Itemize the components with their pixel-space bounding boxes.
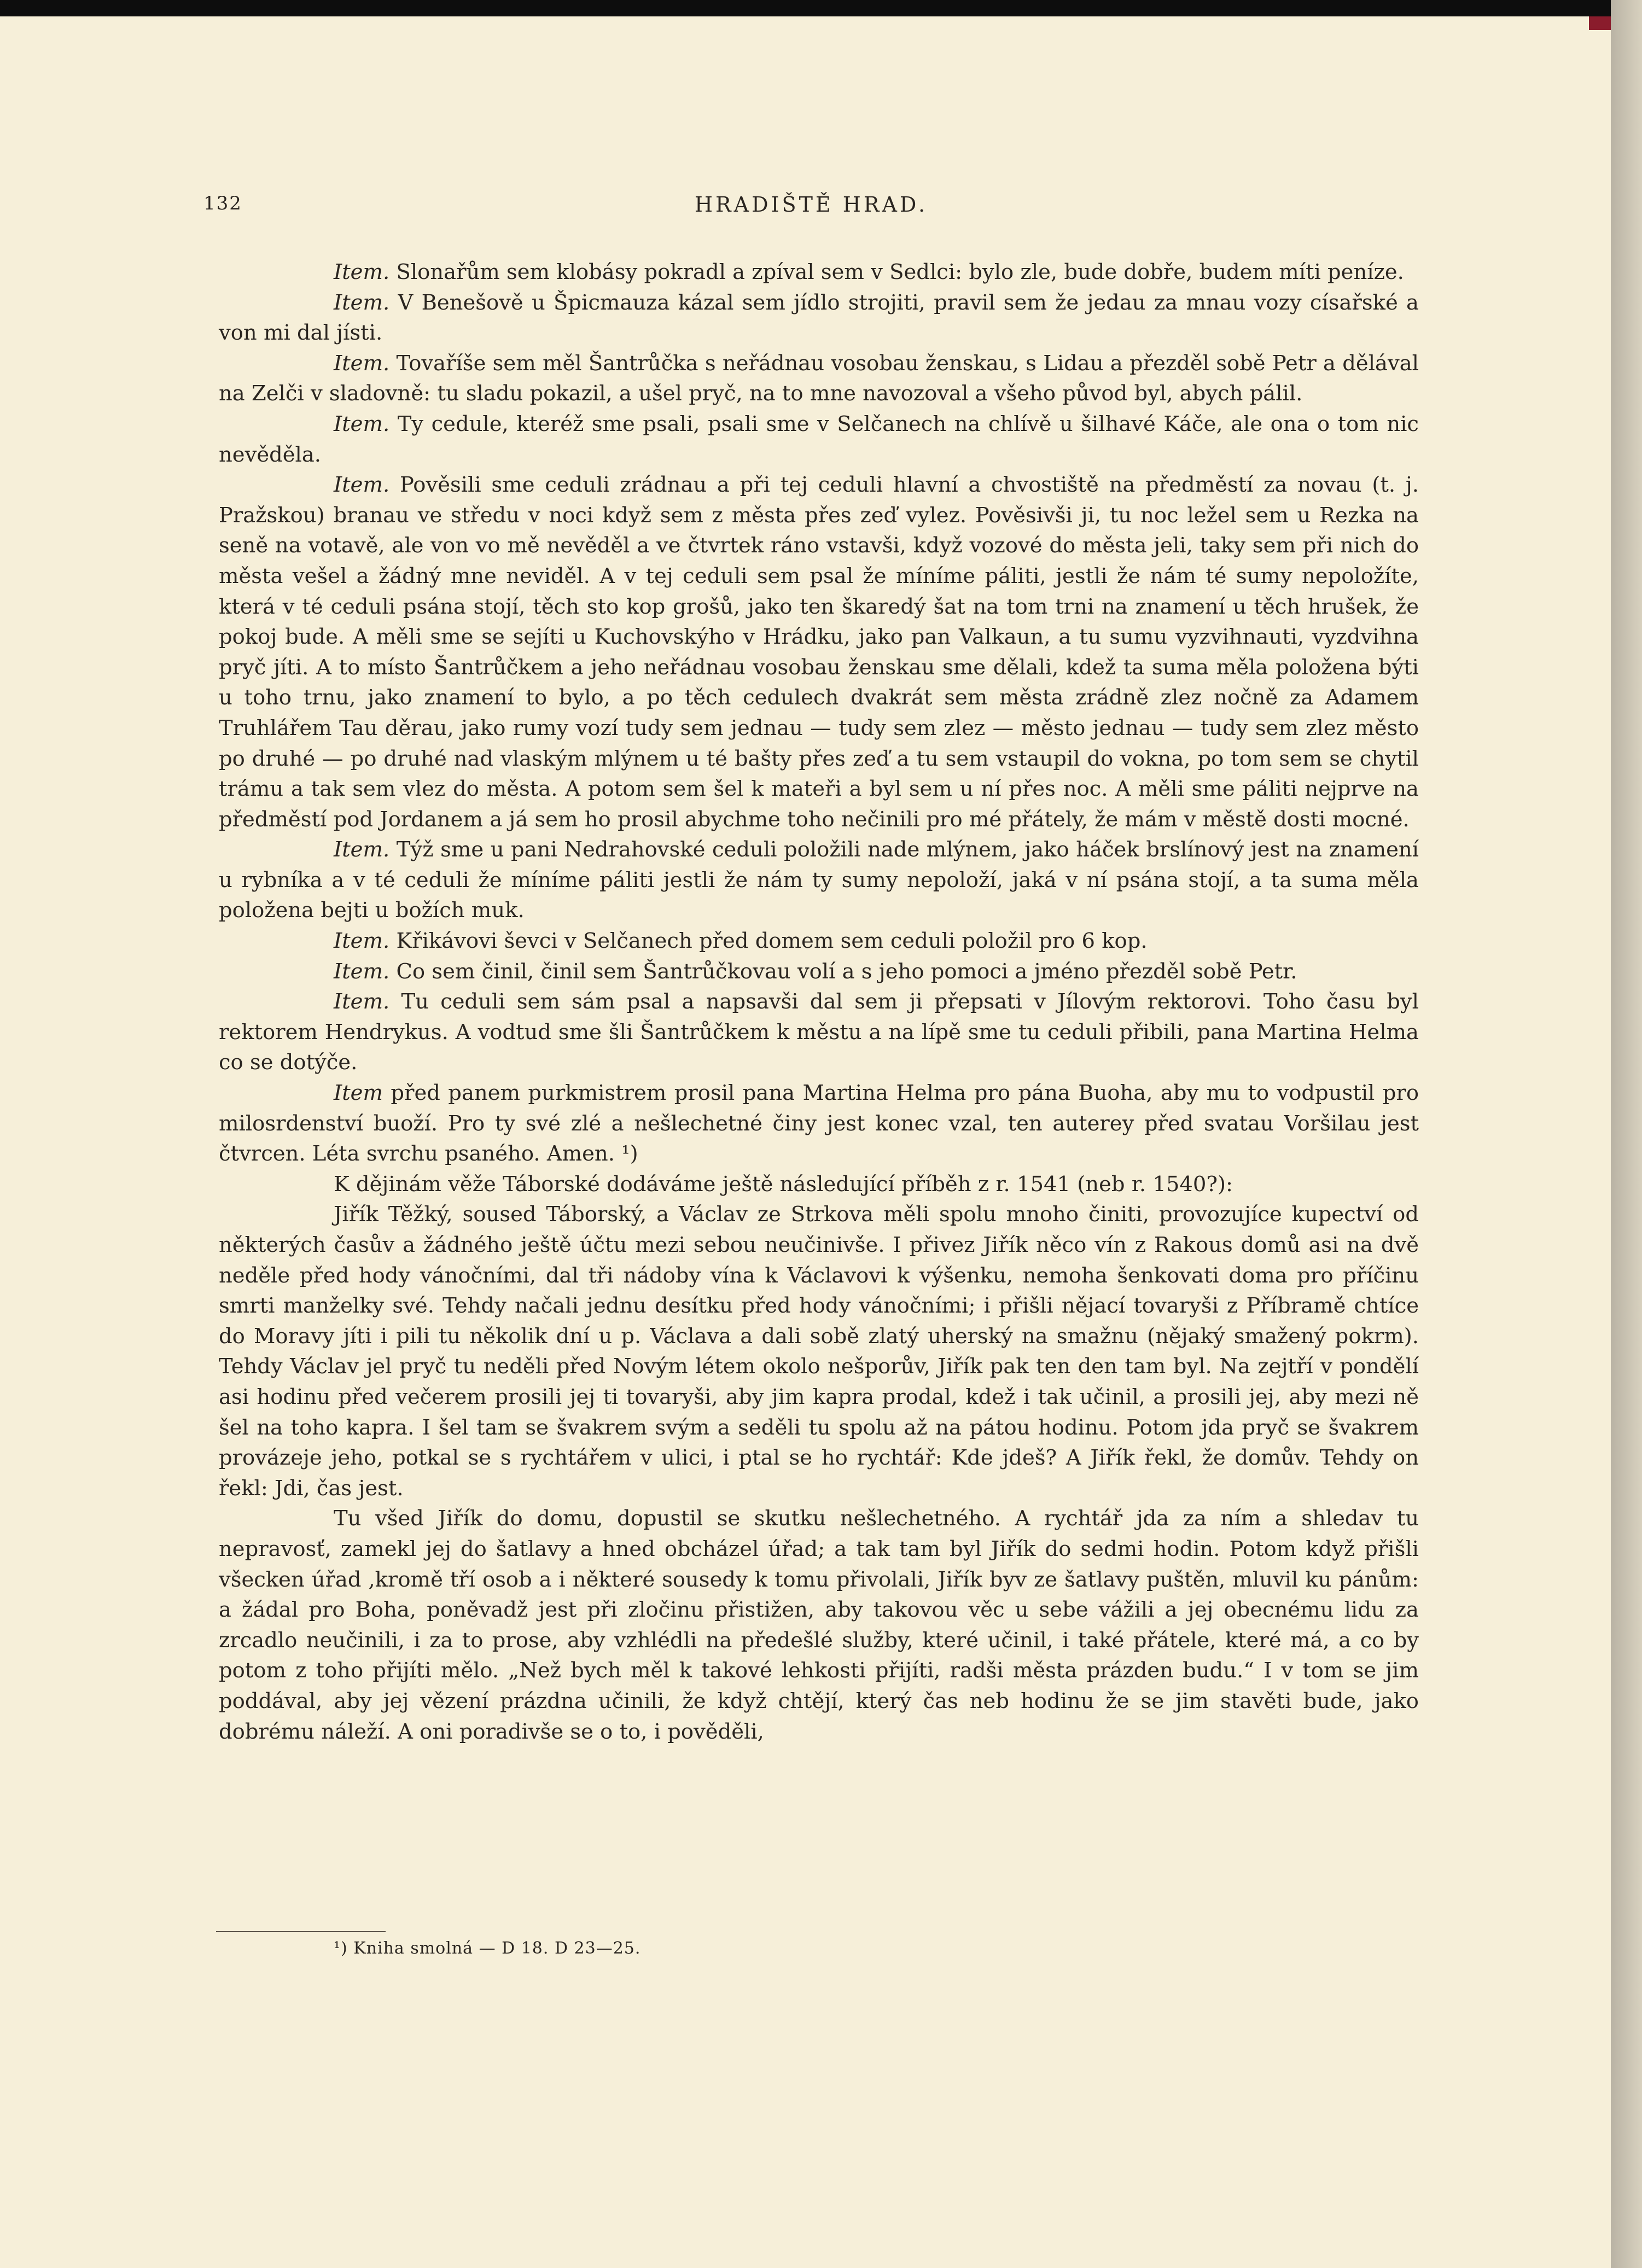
paragraph-text: Týž sme u pani Nedrahovské ceduli položili nade mlýnem, jako háček brslínový jest na znamení u rybníka a v té ceduli že míníme páliti jestli že nám ty sumy nepoloží, jaká v ní psána stojí, a ta suma měla položena bejti u božích muk. xyxy=(219,837,1419,923)
item-label: Item. xyxy=(334,260,390,284)
item-label: Item. xyxy=(334,929,390,954)
paragraph-text: Slonařům sem klobásy pokradl a zpíval sem v Sedlci: bylo zle, bude dobře, budem míti peníze. xyxy=(389,260,1404,284)
paragraph-text: Křikávovi ševci v Selčanech před domem sem ceduli položil pro 6 kop. xyxy=(389,929,1148,954)
page-header xyxy=(203,193,1419,231)
paragraph xyxy=(219,470,1419,835)
paragraph-text: Ty cedule, kteréž sme psali, psali sme v Selčanech na chlívě u šilhavé Káče, ale ona o tom nic nevěděla. xyxy=(219,411,1419,467)
item-label: Item. xyxy=(334,473,390,498)
paragraph-text: Tu ceduli sem sám psal a napsavši dal sem ji přepsati v Jílovým rektorovi. Toho času byl rektorem Hendrykus. A vodtud sme šli Šantrůčkem k městu a na lípě sme tu ceduli přibili, pana Martina Helma co se dotýče. xyxy=(219,989,1419,1075)
footnote: ¹) Kniha smolná — D 18. D 23—25. xyxy=(334,1939,641,1958)
paragraph xyxy=(219,1199,1419,1503)
paragraph-text: Co sem činil, činil sem Šantrůčkovau volí a s jeho pomoci a jméno přezděl sobě Petr. xyxy=(389,959,1297,984)
paragraph xyxy=(219,1503,1419,1747)
paragraph-text: Jiřík Těžký, soused Táborský, a Václav ze Strkova měli spolu mnoho činiti, provozujíce kupectví od některých časův a žádného ještě účtu mezi sebou neučinivše. I přivez Jiřík něco vín z Rakous domů asi na dvě neděle před hody vánočními, dal tři nádoby vína k Václavovi k výšenku, nemoha šenkovati doma pro příčinu smrti manželky své. Tehdy načali jednu desítku před hody vánočními; i přišli nějací tovaryši z Příbramě chtíce do Moravy jíti i pili tu několik dní u p. Václava a dali sobě zlatý uherský na smažnu (nějaký smažený pokrm). Tehdy Václav jel pryč tu neděli před Novým létem okolo nešporův, Jiřík pak ten den tam byl. Na zejtří v pondělí asi hodinu před večerem prosili jej ti tovaryši, aby jim kapra prodal, kdež i tak učinil, a prosili jej, aby mezi ně šel na toho kapra. I šel tam se švakrem svým a seděli tu spolu až na pátou hodinu. Potom jda pryč se švakrem provázeje jeho, potkal se s rychtářem v ulici, i ptal se ho rychtář: Kde jdeš? A Jiřík řekl, že domův. Tehdy on řekl: Jdi, čas jest. xyxy=(219,1202,1419,1501)
paragraph-text: V Benešově u Špicmauza kázal sem jídlo strojiti, pravil sem že jedau za mnau vozy císařské a von mi dal jísti. xyxy=(219,290,1419,346)
item-label: Item. xyxy=(334,959,390,984)
item-label: Item xyxy=(334,1081,383,1106)
item-label: Item. xyxy=(334,989,390,1015)
paragraph xyxy=(219,987,1419,1078)
body-text xyxy=(219,257,1419,1747)
paragraph xyxy=(219,348,1419,409)
paragraph xyxy=(219,1169,1419,1200)
paragraph-text: Tu všed Jiřík do domu, dopustil se skutku nešlechetného. A rychtář jda za ním a shledav tu nepravosť, zamekl jej do šatlavy a hned obcházel úřad; a tak tam byl Jiřík do sedmi hodin. Potom když přišli všecken úřad ,kromě tří osob a i některé sousedy k tomu přivolali, Jiřík byv ze šatlavy puštěn, mluvil ku pánům: a žádal pro Boha, poněvadž jest při zločinu přistižen, aby takovou věc u sebe vážili a jej obecnému lidu za zrcadlo neučinili, i za to prose, aby vzhlédli na předešlé služby, které učinil, i také přátele, které má, a co by potom z toho přijíti mělo. „Než bych měl k takové lehkosti přijíti, radši města prázden budu.“ I v tom se jim poddával, aby jej vězení prázdna učinili, že když chtějí, který čas neb hodinu že se jim stavěti bude, jako dobrému náleží. A oni poradivše se o to, i pověděli, xyxy=(219,1506,1419,1744)
paragraph-text: Tovaříše sem měl Šantrůčka s neřádnau vosobau ženskau, s Lidau a přezděl sobě Petr a dělával na Zelči v sladovně: tu sladu pokazil, a ušel pryč, na to mne navozoval a všeho původ byl, abych pálil. xyxy=(219,351,1419,406)
item-label: Item. xyxy=(334,837,390,862)
page-edge xyxy=(1611,0,1642,2268)
item-label: Item. xyxy=(334,351,390,376)
paragraph-text: Pověsili sme ceduli zrádnau a při tej ceduli hlavní a chvostiště na předměstí za novau (t. j. Pražskou) branau ve středu v noci když sem z města přes zeď vylez. Pověsivši ji, tu noc ležel sem u Rezka na seně na votavě, ale von vo mě nevěděl a ve čtvrtek ráno vstavši, když vozové do města jeli, taky sem při nich do města vešel a žádný mne neviděl. A v tej ceduli sem psal že míníme páliti, jestli že nám té sumy nepoložíte, která v té ceduli psána stojí, těch sto kop grošů, jako ten škaredý šat na tom trni na znamení u těch hrušek, že pokoj bude. A měli sme se sejíti u Kuchovskýho v Hrádku, jako pan Valkaun, a tu sumu vyzvihnauti, vyzdvihna pryč jíti. A to místo Šantrůčkem a jeho neřádnau vosobau ženskau sme dělali, kdež ta suma měla položena býti u toho trnu, jako znamení to bylo, a po těch cedulech dvakrát sem města zrádně zlez nočně za Adamem Truhlářem Tau děrau, jako rumy vozí tudy sem jednau — tudy sem zlez — město jednau — tudy sem zlez město po druhé — po druhé nad vlaským mlýnem u té bašty přes zeď a tu sem vstaupil do vokna, po tom sem se chytil trámu a tak sem vlez do města. A potom sem šel k mateři a byl sem u ní přes noc. A měli sme páliti nejprve na předměstí pod Jordanem a já sem ho prosil abychme toho nečinili pro mé přátely, že mám v městě dosti mocné. xyxy=(219,473,1419,832)
paragraph-text: před panem purkmistrem prosil pana Martina Helma pro pána Buoha, aby mu to vodpustil pro milosrdenství buoží. Pro ty své zlé a nešlechetné činy jest konec vzal, ten auterey před svatau Voršilau jest čtvrcen. Léta svrchu psaného. Amen. ¹) xyxy=(219,1081,1419,1167)
paragraph xyxy=(219,957,1419,987)
footnote-divider xyxy=(216,1931,386,1932)
paragraph xyxy=(219,1078,1419,1169)
paragraph xyxy=(219,257,1419,288)
scanner-top-border xyxy=(0,0,1642,16)
page-number: 132 xyxy=(203,193,242,214)
paragraph xyxy=(219,835,1419,926)
paragraph xyxy=(219,409,1419,470)
paragraph-text: K dějinám věže Táborské dodáváme ještě následující příběh z r. 1541 (neb r. 1540?): xyxy=(334,1171,1233,1197)
paragraph xyxy=(219,926,1419,957)
item-label: Item. xyxy=(334,411,390,436)
running-head: HRADIŠTĚ HRAD. xyxy=(694,193,928,217)
paragraph xyxy=(219,288,1419,348)
item-label: Item. xyxy=(334,290,390,315)
